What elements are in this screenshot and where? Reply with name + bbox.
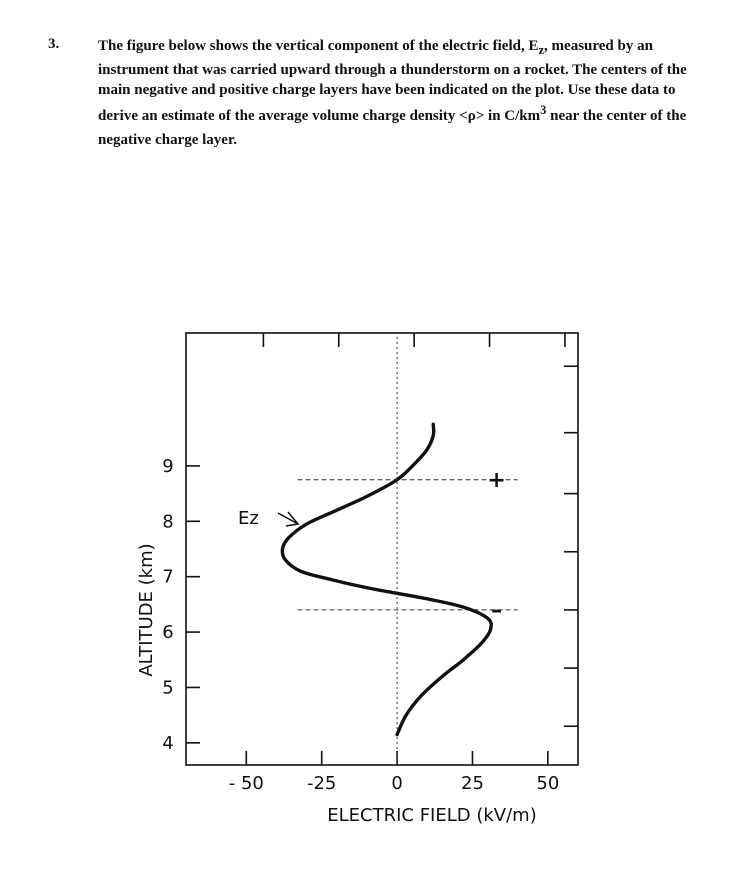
ez-curve-label: Ez <box>238 508 259 529</box>
charge-layer-sign: + <box>487 467 506 493</box>
x-tick-label: 25 <box>461 773 484 794</box>
y-tick-label: 8 <box>162 511 174 533</box>
ez-curve-group <box>282 424 491 734</box>
y-tick-label: 5 <box>162 677 174 699</box>
problem-text-subscript: z <box>538 43 545 57</box>
y-tick-label: 9 <box>162 455 174 477</box>
x-tick-label: - 50 <box>228 773 264 794</box>
problem-text-part: near the center of the negative charge layer. <box>98 108 687 148</box>
y-tick-label: 4 <box>162 732 174 754</box>
y-axis-title: ALTITUDE (km) <box>136 543 157 677</box>
x-tick-label: 0 <box>391 773 403 794</box>
chart-frame <box>186 333 578 765</box>
y-tick-label: 7 <box>162 566 174 588</box>
problem-text-part: > in C/km <box>475 108 541 124</box>
x-tick-label: 50 <box>536 773 560 794</box>
x-tick-label: -25 <box>306 773 337 794</box>
ez-arrow-icon <box>278 512 298 526</box>
y-tick-label: 6 <box>162 622 174 644</box>
problem-text-part: The figure below shows the vertical component of the electric field, E <box>98 38 539 54</box>
problem-text-superscript: 3 <box>540 103 547 117</box>
plot-frame <box>186 333 578 765</box>
ez-curve <box>282 424 491 734</box>
charge-layer-sign: – <box>491 597 503 623</box>
y-axis-ticks <box>162 366 578 754</box>
charge-layer-lines <box>298 337 518 761</box>
problem-number: 3. <box>48 36 60 52</box>
x-axis-title: ELECTRIC FIELD (kV/m) <box>327 805 537 826</box>
problem-text-part: , measured by an instrument that was carried upward through a thunderstorm on a rocket. The centers of the main negative and positive charge layers have been indicated on the plot. Use these data to derive an estimate of the average volume charge density <ρ <box>98 38 687 124</box>
